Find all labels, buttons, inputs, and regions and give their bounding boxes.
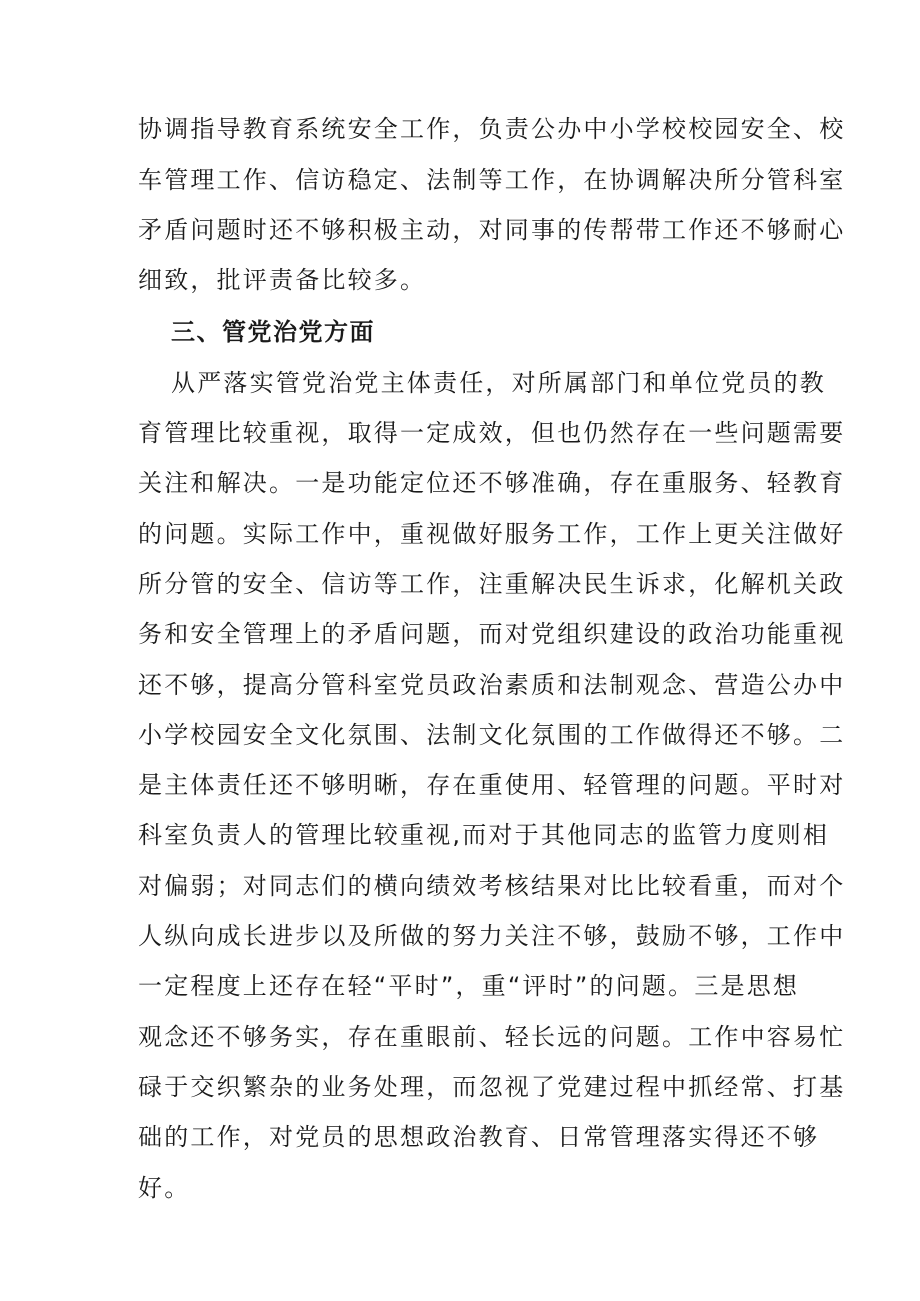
para1-line-1: 协调指导教育系统安全工作，负责公办中小学校校园安全、校: [138, 115, 846, 143]
para2-line-8: 小学校园安全文化氛围、法制文化氛围的工作做得还不够。二: [138, 721, 846, 749]
para2-line-7: 还不够，提高分管科室党员政治素质和法制观念、营造公办中: [138, 671, 846, 699]
para2-line-5: 所分管的安全、信访等工作，注重解决民生诉求，化解机关政: [138, 570, 846, 598]
para2-line-1: 从严落实管党治党主体责任，对所属部门和单位党员的教: [171, 369, 826, 397]
para2-line-9: 是主体责任还不够明晰，存在重使用、轻管理的问题。平时对: [138, 771, 846, 799]
para2-line-16: 础的工作，对党员的思想政治教育、日常管理落实得还不够: [138, 1123, 820, 1151]
para2-line-12: 人纵向成长进步以及所做的努力关注不够，鼓励不够，工作中: [138, 922, 846, 950]
para2-line-17: 好。: [138, 1174, 191, 1202]
para1-line-3: 矛盾问题时还不够积极主动，对同事的传帮带工作还不够耐心: [138, 216, 846, 244]
para2-line-6: 务和安全管理上的矛盾问题，而对党组织建设的政治功能重视: [138, 620, 846, 648]
para2-line-3: 关注和解决。一是功能定位还不够准确，存在重服务、轻教育: [138, 469, 846, 497]
para2-line-4: 的问题。实际工作中，重视做好服务工作，工作上更关注做好: [138, 520, 846, 548]
para2-line-15: 碌于交织繁杂的业务处理，而忽视了党建过程中抓经常、打基: [138, 1073, 846, 1101]
para2-line-2: 育管理比较重视，取得一定成效，但也仍然存在一些问题需要: [138, 419, 846, 447]
para1-line-4: 细致，批评责备比较多。: [138, 266, 427, 294]
section-heading: 三、管党治党方面: [171, 318, 375, 346]
para2-line-14: 观念还不够务实，存在重眼前、轻长远的问题。工作中容易忙: [138, 1023, 846, 1051]
para1-line-2: 车管理工作、信访稳定、法制等工作，在协调解决所分管科室: [138, 166, 846, 194]
para2-line-10: 科室负责人的管理比较重视,而对于其他同志的监管力度则相: [138, 821, 830, 849]
para2-line-13: 一定程度上还存在轻“平时”，重“评时”的问题。三是思想: [138, 972, 800, 1000]
para2-line-11: 对偏弱；对同志们的横向绩效考核结果对比比较看重，而对个: [138, 872, 846, 900]
